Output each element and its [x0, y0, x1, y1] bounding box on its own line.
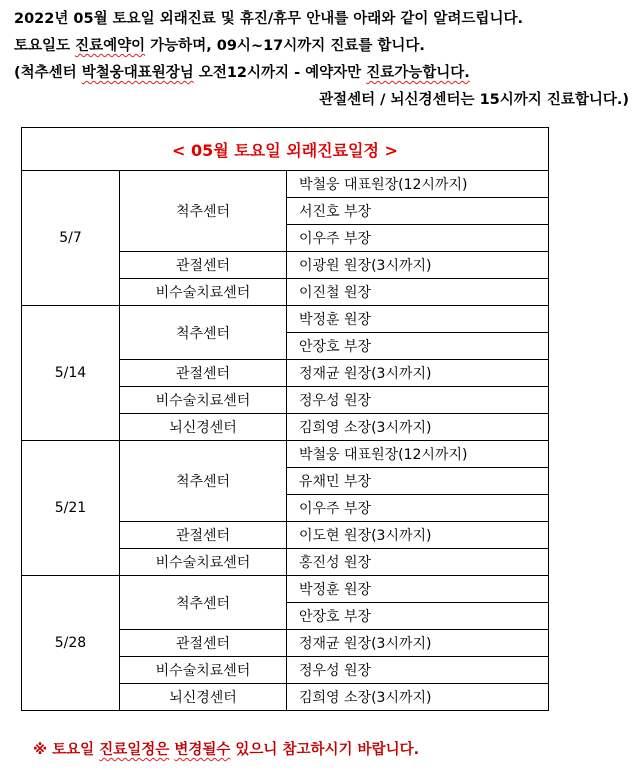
table-row — [22, 171, 549, 198]
table-row — [22, 576, 549, 603]
doctor-cell: 이우주 부장 — [287, 495, 549, 522]
doctor-cell: 홍진성 원장 — [287, 549, 549, 576]
notice-line-3-part: 오전12시까지 - 예약자만 — [193, 65, 367, 81]
department-cell: 척추센터 — [120, 441, 287, 522]
date-cell: 5/28 — [22, 576, 120, 711]
doctor-cell: 정재균 원장(3시까지) — [287, 360, 549, 387]
doctor-cell: 서진호 부장 — [287, 198, 549, 225]
table-row — [22, 306, 549, 333]
doctor-cell: 이우주 부장 — [287, 225, 549, 252]
department-cell: 비수술치료센터 — [120, 279, 287, 306]
table-row — [22, 441, 549, 468]
notice-line-2-underlined: 진료예약이 — [75, 38, 146, 54]
department-cell: 관절센터 — [120, 252, 287, 279]
footer-part: ※ 토요일 — [33, 742, 100, 758]
department-cell: 비수술치료센터 — [120, 549, 287, 576]
notice-line-3-part: (척추센터 — [14, 65, 82, 81]
doctor-cell: 김희영 소장(3시까지) — [287, 414, 549, 441]
footer-underlined: 변경될수 — [174, 742, 231, 758]
footer-underlined: 진료일정은 — [99, 742, 170, 758]
doctor-cell: 정우성 원장 — [287, 387, 549, 414]
notice-line-4: 관절센터 / 뇌신경센터는 15시까지 진료합니다.) — [319, 92, 629, 108]
notice-line-1: 2022년 05월 토요일 외래진료 및 휴진/휴무 안내를 아래와 같이 알려드립니다. — [14, 11, 523, 27]
notice-line-3-underlined: 진료가능합니다. — [366, 65, 470, 81]
date-cell: 5/14 — [22, 306, 120, 441]
notice-text — [14, 6, 629, 114]
notice-line-2 — [14, 33, 629, 60]
department-cell: 관절센터 — [120, 360, 287, 387]
footer-part: 있으니 참고하시기 바랍니다. — [230, 742, 420, 758]
doctor-cell: 이도현 원장(3시까지) — [287, 522, 549, 549]
doctor-cell: 박정훈 원장 — [287, 576, 549, 603]
footer-note — [33, 738, 419, 759]
department-cell: 뇌신경센터 — [120, 684, 287, 711]
doctor-cell: 박철웅 대표원장(12시까지) — [287, 441, 549, 468]
doctor-cell: 이광원 원장(3시까지) — [287, 252, 549, 279]
doctor-cell: 안장호 부장 — [287, 333, 549, 360]
department-cell: 관절센터 — [120, 522, 287, 549]
doctor-cell: 유채민 부장 — [287, 468, 549, 495]
doctor-cell: 정우성 원장 — [287, 657, 549, 684]
doctor-cell: 이진철 원장 — [287, 279, 549, 306]
department-cell: 척추센터 — [120, 576, 287, 630]
department-cell: 비수술치료센터 — [120, 387, 287, 414]
table-title: < 05월 토요일 외래진료일정 > — [22, 128, 549, 171]
notice-line-3 — [14, 60, 629, 87]
doctor-cell: 박정훈 원장 — [287, 306, 549, 333]
notice-line-2-part: 토요일도 — [14, 38, 76, 54]
notice-line-3-underlined: 박철웅대표원장님 — [81, 65, 194, 81]
department-cell: 척추센터 — [120, 306, 287, 360]
department-cell: 뇌신경센터 — [120, 414, 287, 441]
doctor-cell: 안장호 부장 — [287, 603, 549, 630]
notice-line-2-part: 가능하며, 09시~17시까지 진료를 합니다. — [145, 38, 425, 54]
schedule-table — [21, 127, 549, 711]
doctor-cell: 정재균 원장(3시까지) — [287, 630, 549, 657]
department-cell: 척추센터 — [120, 171, 287, 252]
date-cell: 5/7 — [22, 171, 120, 306]
doctor-cell: 김희영 소장(3시까지) — [287, 684, 549, 711]
date-cell: 5/21 — [22, 441, 120, 576]
table-title-row — [22, 128, 549, 171]
department-cell: 비수술치료센터 — [120, 657, 287, 684]
department-cell: 관절센터 — [120, 630, 287, 657]
doctor-cell: 박철웅 대표원장(12시까지) — [287, 171, 549, 198]
